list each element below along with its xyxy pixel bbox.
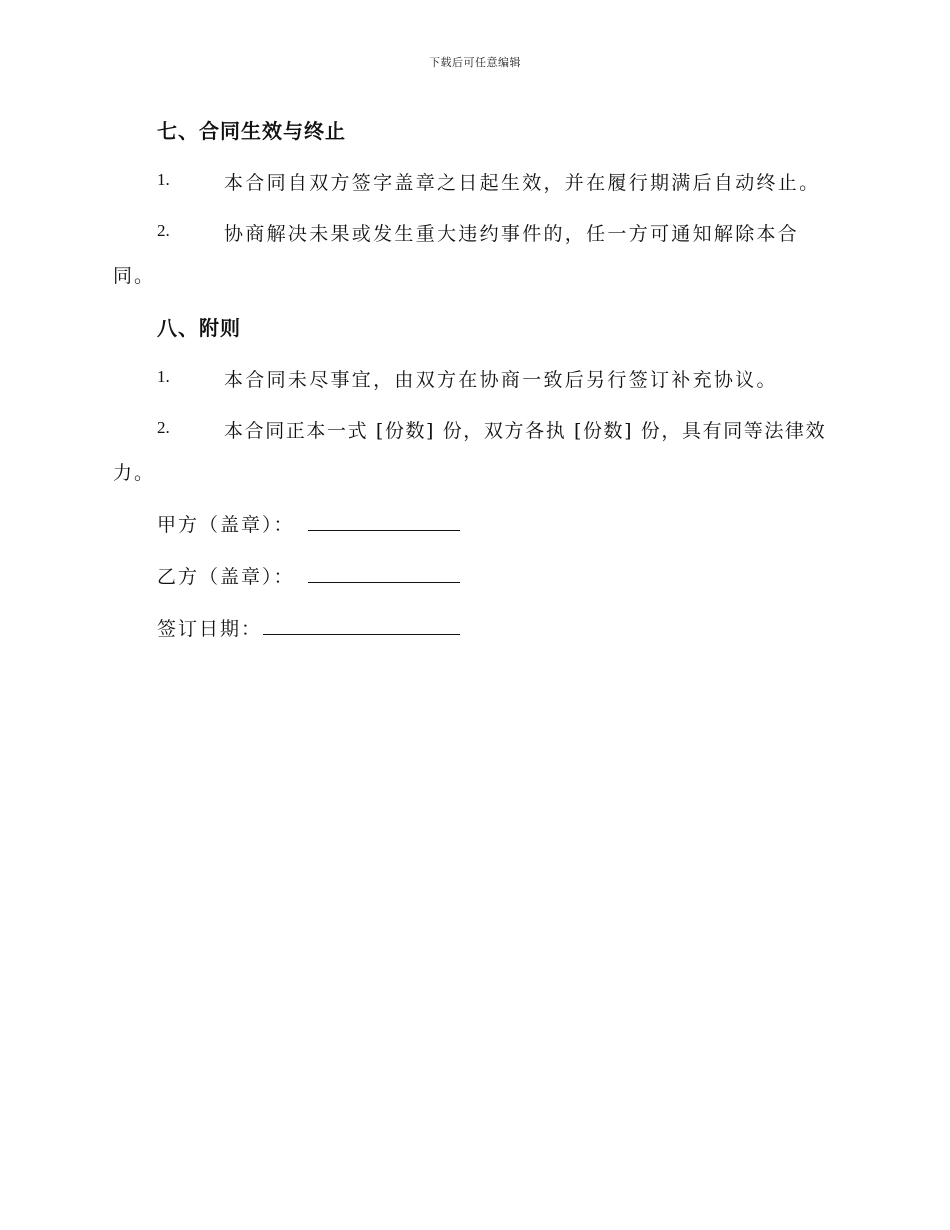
section-title-supplementary: 八、附则 [157,316,241,340]
clause-number: 2. [157,418,170,437]
clause-text: 本合同正本一式 [份数] 份，双方各执 [份数] 份，具有同等法律效 [224,420,827,442]
party-b-signature-line[interactable] [308,582,460,583]
clause-text: 协商解决未果或发生重大违约事件的，任一方可通知解除本合 [224,223,800,245]
section-title-effect-termination: 七、合同生效与终止 [157,119,346,143]
signing-date-label: 签订日期： [157,618,263,640]
clause-number: 1. [157,367,170,386]
party-a-label: 甲方（盖章）： [157,514,295,536]
clause-text: 本合同自双方签字盖章之日起生效，并在履行期满后自动终止。 [224,172,821,194]
party-a-signature-line[interactable] [308,530,460,531]
clause-text: 本合同未尽事宜，由双方在协商一致后另行签订补充协议。 [224,369,778,391]
clause-number: 1. [157,170,170,189]
clause-number: 2. [157,221,170,240]
clause-text-continuation: 力。 [113,462,156,484]
signing-date-line[interactable] [263,634,460,635]
clause-text-continuation: 同。 [113,265,156,287]
page-header: 下载后可任意编辑 [429,56,521,69]
party-b-label: 乙方（盖章）： [157,566,295,588]
